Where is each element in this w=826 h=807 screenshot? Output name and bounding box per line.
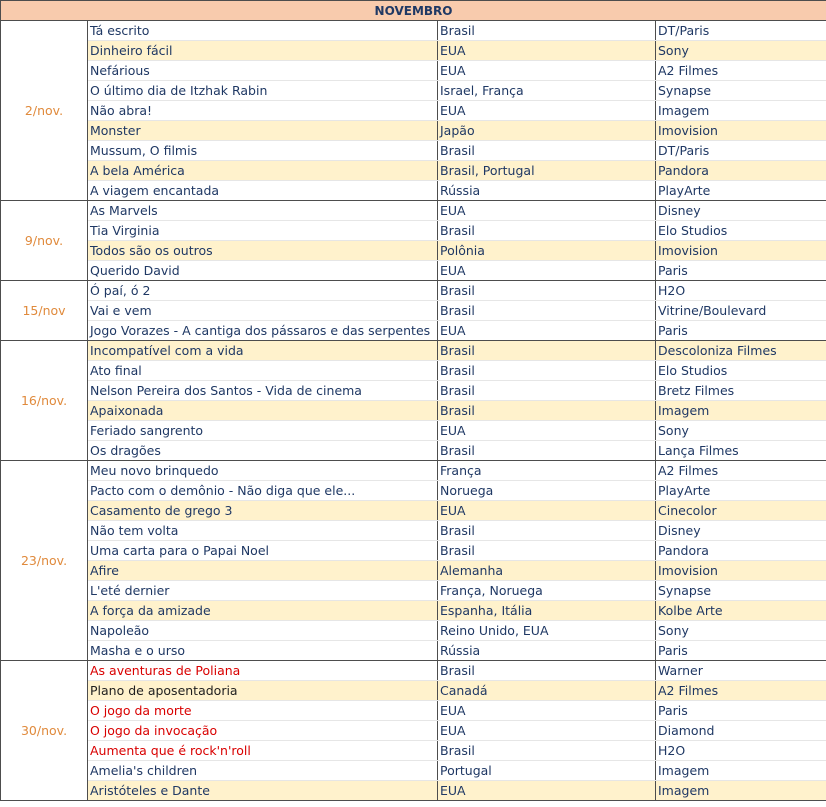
distributor-cell[interactable]: Vitrine/Boulevard: [656, 301, 826, 321]
film-title-cell[interactable]: O jogo da invocação: [88, 721, 438, 741]
country-cell[interactable]: Reino Unido, EUA: [438, 621, 656, 641]
table-row: [1, 501, 826, 521]
distributor-cell[interactable]: DT/Paris: [656, 141, 826, 161]
distributor-cell[interactable]: Elo Studios: [656, 221, 826, 241]
table-row: [1, 81, 826, 101]
release-groups: [1, 21, 826, 801]
table-row: [1, 341, 826, 361]
country-cell[interactable]: Brasil: [438, 661, 656, 681]
film-title-cell[interactable]: Ó paí, ó 2: [88, 281, 438, 301]
country-cell[interactable]: EUA: [438, 101, 656, 121]
table-row: [1, 681, 826, 701]
country-cell[interactable]: Brasil: [438, 441, 656, 461]
country-cell[interactable]: Canadá: [438, 681, 656, 701]
country-cell[interactable]: EUA: [438, 501, 656, 521]
country-cell[interactable]: Japão: [438, 121, 656, 141]
country-cell[interactable]: EUA: [438, 41, 656, 61]
country-cell[interactable]: Rússia: [438, 181, 656, 201]
distributor-cell[interactable]: Imagem: [656, 781, 826, 801]
table-row: [1, 401, 826, 421]
distributor-cell[interactable]: Paris: [656, 701, 826, 721]
table-row: [1, 441, 826, 461]
country-cell[interactable]: Brasil: [438, 381, 656, 401]
film-title-cell[interactable]: Incompatível com a vida: [88, 341, 438, 361]
film-title-cell[interactable]: Uma carta para o Papai Noel: [88, 541, 438, 561]
film-title-cell[interactable]: Não tem volta: [88, 521, 438, 541]
country-cell[interactable]: Brasil: [438, 401, 656, 421]
film-title-cell[interactable]: Todos são os outros: [88, 241, 438, 261]
country-cell[interactable]: EUA: [438, 701, 656, 721]
film-title-cell[interactable]: Afire: [88, 561, 438, 581]
table-row: [1, 721, 826, 741]
distributor-cell[interactable]: PlayArte: [656, 181, 826, 201]
country-cell[interactable]: EUA: [438, 421, 656, 441]
release-date-cell[interactable]: 30/nov.: [1, 661, 88, 801]
distributor-cell[interactable]: A2 Filmes: [656, 461, 826, 481]
distributor-cell[interactable]: Imovision: [656, 561, 826, 581]
distributor-cell[interactable]: PlayArte: [656, 481, 826, 501]
film-title-cell[interactable]: Mussum, O filmis: [88, 141, 438, 161]
film-title-cell[interactable]: Os dragões: [88, 441, 438, 461]
distributor-cell[interactable]: Imagem: [656, 401, 826, 421]
distributor-cell[interactable]: Sony: [656, 621, 826, 641]
film-title-cell[interactable]: O último dia de Itzhak Rabin: [88, 81, 438, 101]
film-title-cell[interactable]: Tá escrito: [88, 21, 438, 41]
table-row: [1, 621, 826, 641]
film-title-cell[interactable]: As Marvels: [88, 201, 438, 221]
country-cell[interactable]: Rússia: [438, 641, 656, 661]
table-row: [1, 261, 826, 281]
release-date-cell[interactable]: 16/nov.: [1, 341, 88, 461]
table-row: [1, 181, 826, 201]
country-cell[interactable]: EUA: [438, 721, 656, 741]
distributor-cell[interactable]: Paris: [656, 641, 826, 661]
distributor-cell[interactable]: Descoloniza Filmes: [656, 341, 826, 361]
country-cell[interactable]: Brasil: [438, 521, 656, 541]
table-row: [1, 381, 826, 401]
film-title-cell[interactable]: Napoleão: [88, 621, 438, 641]
distributor-cell[interactable]: A2 Filmes: [656, 61, 826, 81]
distributor-cell[interactable]: Kolbe Arte: [656, 601, 826, 621]
table-row: [1, 701, 826, 721]
distributor-cell[interactable]: Synapse: [656, 581, 826, 601]
distributor-cell[interactable]: Warner: [656, 661, 826, 681]
table-row: [1, 421, 826, 441]
table-row: [1, 561, 826, 581]
film-title-cell[interactable]: Amelia's children: [88, 761, 438, 781]
country-cell[interactable]: Brasil: [438, 221, 656, 241]
table-row: [1, 761, 826, 781]
film-title-cell[interactable]: Vai e vem: [88, 301, 438, 321]
distributor-cell[interactable]: Paris: [656, 321, 826, 341]
film-title-cell[interactable]: Apaixonada: [88, 401, 438, 421]
film-title-cell[interactable]: Nefárious: [88, 61, 438, 81]
distributor-cell[interactable]: Imovision: [656, 121, 826, 141]
country-cell[interactable]: EUA: [438, 781, 656, 801]
film-title-cell[interactable]: Meu novo brinquedo: [88, 461, 438, 481]
film-title-cell[interactable]: Plano de aposentadoria: [88, 681, 438, 701]
country-cell[interactable]: Israel, França: [438, 81, 656, 101]
film-title-cell[interactable]: Monster: [88, 121, 438, 141]
distributor-cell[interactable]: Disney: [656, 521, 826, 541]
country-cell[interactable]: Portugal: [438, 761, 656, 781]
release-date-cell[interactable]: 23/nov.: [1, 461, 88, 661]
table-row: [1, 741, 826, 761]
country-cell[interactable]: Alemanha: [438, 561, 656, 581]
table-row: [1, 201, 826, 221]
film-title-cell[interactable]: Querido David: [88, 261, 438, 281]
distributor-cell[interactable]: Imovision: [656, 241, 826, 261]
table-row: [1, 221, 826, 241]
film-title-cell[interactable]: Aristóteles e Dante: [88, 781, 438, 801]
distributor-cell[interactable]: Imagem: [656, 761, 826, 781]
country-cell[interactable]: Polônia: [438, 241, 656, 261]
distributor-cell[interactable]: Diamond: [656, 721, 826, 741]
release-date-cell[interactable]: 9/nov.: [1, 201, 88, 281]
distributor-cell[interactable]: DT/Paris: [656, 21, 826, 41]
distributor-cell[interactable]: H2O: [656, 741, 826, 761]
film-title-cell[interactable]: A bela América: [88, 161, 438, 181]
header-row: [1, 1, 826, 21]
country-cell[interactable]: Brasil: [438, 281, 656, 301]
distributor-cell[interactable]: Paris: [656, 261, 826, 281]
country-cell[interactable]: EUA: [438, 61, 656, 81]
table-row: [1, 641, 826, 661]
film-title-cell[interactable]: Nelson Pereira dos Santos - Vida de cinema: [88, 381, 438, 401]
table-row: [1, 481, 826, 501]
table-row: [1, 121, 826, 141]
country-cell[interactable]: Brasil, Portugal: [438, 161, 656, 181]
distributor-cell[interactable]: A2 Filmes: [656, 681, 826, 701]
country-cell[interactable]: Brasil: [438, 341, 656, 361]
film-title-cell[interactable]: Masha e o urso: [88, 641, 438, 661]
table-row: [1, 461, 826, 481]
table-row: [1, 361, 826, 381]
country-cell[interactable]: Brasil: [438, 21, 656, 41]
table-row: [1, 161, 826, 181]
film-title-cell[interactable]: Casamento de grego 3: [88, 501, 438, 521]
country-cell[interactable]: Espanha, Itália: [438, 601, 656, 621]
table-row: [1, 41, 826, 61]
country-cell[interactable]: Noruega: [438, 481, 656, 501]
country-cell[interactable]: Brasil: [438, 541, 656, 561]
film-title-cell[interactable]: Jogo Vorazes - A cantiga dos pássaros e das serpentes: [88, 321, 438, 341]
distributor-cell[interactable]: Pandora: [656, 161, 826, 181]
distributor-cell[interactable]: Bretz Filmes: [656, 381, 826, 401]
distributor-cell[interactable]: Imagem: [656, 101, 826, 121]
film-title-cell[interactable]: O jogo da morte: [88, 701, 438, 721]
table-row: [1, 21, 826, 41]
country-cell[interactable]: Brasil: [438, 741, 656, 761]
table-row: [1, 241, 826, 261]
film-title-cell[interactable]: A viagem encantada: [88, 181, 438, 201]
distributor-cell[interactable]: Elo Studios: [656, 361, 826, 381]
table-row: [1, 101, 826, 121]
distributor-cell[interactable]: Lança Filmes: [656, 441, 826, 461]
film-title-cell[interactable]: Aumenta que é rock'n'roll: [88, 741, 438, 761]
table-row: [1, 321, 826, 341]
distributor-cell[interactable]: Cinecolor: [656, 501, 826, 521]
country-cell[interactable]: EUA: [438, 321, 656, 341]
distributor-cell[interactable]: Synapse: [656, 81, 826, 101]
distributor-cell[interactable]: Disney: [656, 201, 826, 221]
distributor-cell[interactable]: Pandora: [656, 541, 826, 561]
film-title-cell[interactable]: L'eté dernier: [88, 581, 438, 601]
table-row: [1, 581, 826, 601]
table-row: [1, 141, 826, 161]
film-title-cell[interactable]: Tia Virginia: [88, 221, 438, 241]
film-title-cell[interactable]: Ato final: [88, 361, 438, 381]
table-row: [1, 541, 826, 561]
film-title-cell[interactable]: Não abra!: [88, 101, 438, 121]
table-row: [1, 281, 826, 301]
release-date-cell[interactable]: 15/nov: [1, 281, 88, 341]
table-row: [1, 601, 826, 621]
film-title-cell[interactable]: As aventuras de Poliana: [88, 661, 438, 681]
table-row: [1, 661, 826, 681]
table-row: [1, 521, 826, 541]
film-title-cell[interactable]: Feriado sangrento: [88, 421, 438, 441]
distributor-cell[interactable]: H2O: [656, 281, 826, 301]
release-date-cell[interactable]: 2/nov.: [1, 21, 88, 201]
country-cell[interactable]: Brasil: [438, 301, 656, 321]
table-row: [1, 781, 826, 801]
country-cell[interactable]: França: [438, 461, 656, 481]
film-title-cell[interactable]: A força da amizade: [88, 601, 438, 621]
film-title-cell[interactable]: Pacto com o demônio - Não diga que ele...: [88, 481, 438, 501]
table-row: [1, 301, 826, 321]
country-cell[interactable]: EUA: [438, 261, 656, 281]
distributor-cell[interactable]: Sony: [656, 41, 826, 61]
country-cell[interactable]: França, Noruega: [438, 581, 656, 601]
country-cell[interactable]: Brasil: [438, 361, 656, 381]
country-cell[interactable]: EUA: [438, 201, 656, 221]
film-title-cell[interactable]: Dinheiro fácil: [88, 41, 438, 61]
month-title[interactable]: NOVEMBRO: [1, 1, 826, 21]
table-row: [1, 61, 826, 81]
distributor-cell[interactable]: Sony: [656, 421, 826, 441]
country-cell[interactable]: Brasil: [438, 141, 656, 161]
